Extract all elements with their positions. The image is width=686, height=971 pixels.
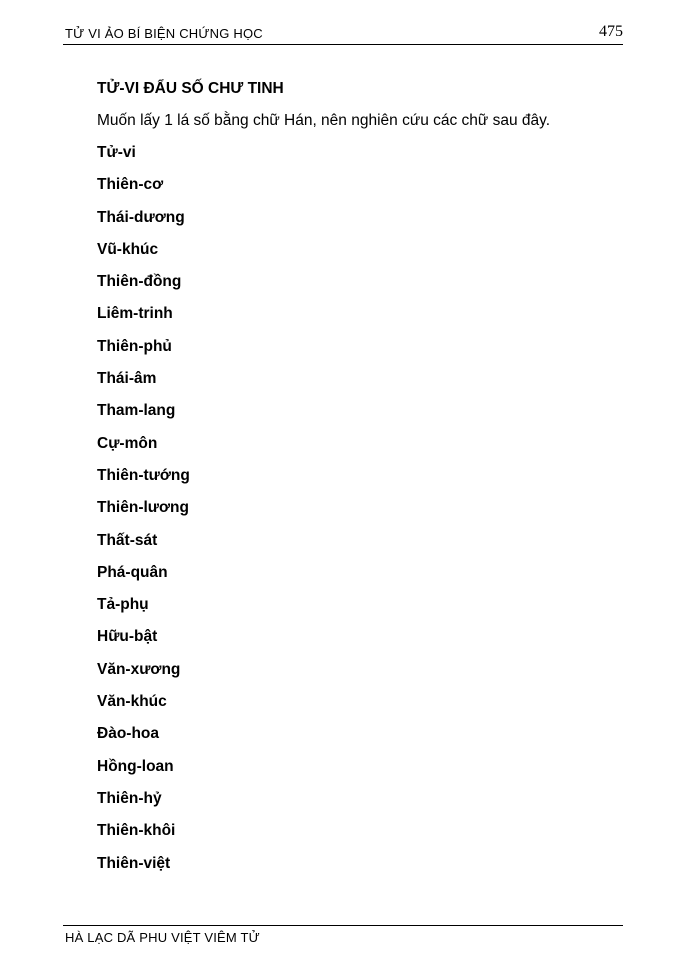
- star-item-thien-khoi: Thiên-khôi: [97, 822, 176, 840]
- page-number: 475: [599, 23, 623, 40]
- star-item-thien-tuong: Thiên-tướng: [97, 466, 190, 484]
- star-item-vu-khuc: Vũ-khúc: [97, 240, 159, 258]
- star-item-thien-dong: Thiên-đồng: [97, 273, 182, 291]
- star-item-van-xuong: Văn-xương: [97, 660, 181, 678]
- intro-paragraph: Muốn lấy 1 lá số bằng chữ Hán, nên nghiên cứu các chữ sau đây.: [97, 112, 551, 129]
- star-item-ta-phu: Tả-phụ: [97, 596, 149, 614]
- star-item-van-khuc: Văn-khúc: [97, 693, 167, 711]
- star-item-huu-bat: Hữu-bật: [97, 628, 158, 646]
- star-item-thien-viet: Thiên-việt: [97, 854, 171, 872]
- star-list: [97, 143, 637, 886]
- star-item-thai-duong: Thái-dương: [97, 208, 185, 226]
- page-content: [97, 79, 637, 886]
- header-title: TỬ VI ẢO BÍ BIỆN CHỨNG HỌC: [65, 26, 263, 41]
- footer-text: HÀ LẠC DÃ PHU VIỆT VIÊM TỬ: [65, 930, 260, 945]
- star-item-cu-mon: Cự-môn: [97, 434, 158, 452]
- page-footer: [63, 925, 623, 945]
- star-item-thai-am: Thái-âm: [97, 370, 157, 388]
- star-item-tu-vi: Tử-vi: [97, 144, 136, 161]
- star-item-thien-co: Thiên-cơ: [97, 176, 164, 194]
- star-item-that-sat: Thất-sát: [97, 531, 158, 549]
- star-item-thien-luong: Thiên-lương: [97, 499, 189, 517]
- star-item-thien-phu: Thiên-phủ: [97, 337, 172, 355]
- star-item-pha-quan: Phá-quân: [97, 563, 168, 581]
- star-item-tham-lang: Tham-lang: [97, 402, 176, 420]
- star-item-hong-loan: Hồng-loan: [97, 757, 174, 775]
- page-header: [63, 22, 623, 45]
- star-item-dao-hoa: Đào-hoa: [97, 725, 159, 743]
- section-heading: TỬ-VI ĐẨU SỐ CHƯ TINH: [97, 80, 284, 97]
- star-item-liem-trinh: Liêm-trinh: [97, 305, 173, 323]
- star-item-thien-hy: Thiên-hỷ: [97, 789, 162, 807]
